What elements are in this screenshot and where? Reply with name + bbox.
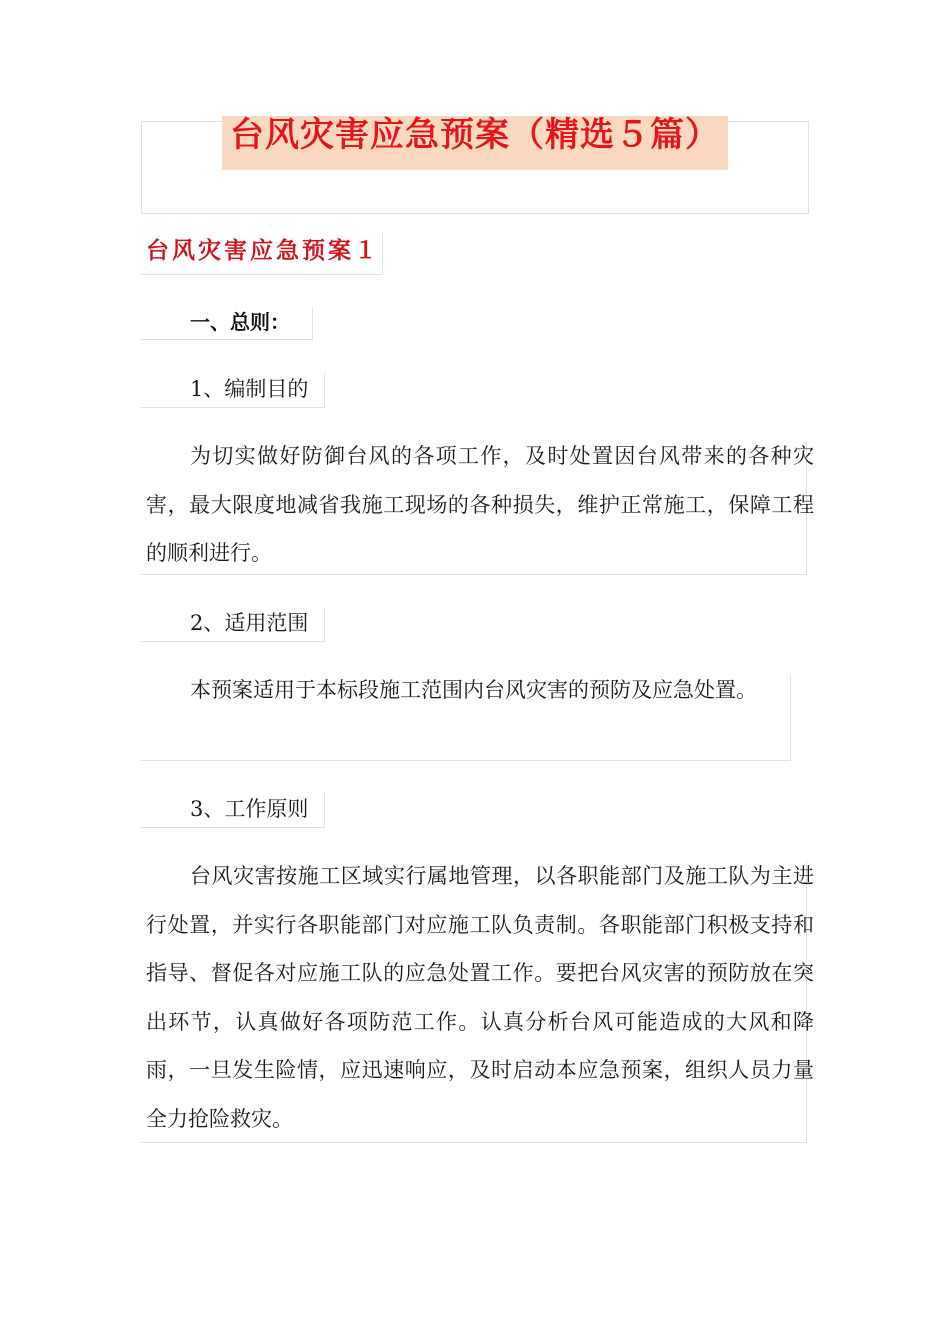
- item-principles: 3、工作原则: [190, 797, 309, 821]
- paragraph-principles: 台风灾害按施工区域实行属地管理，以各职能部门及施工队为主进行处置，并实行各职能部门对应施工队负责制。各职能部门积极支持和指导、督促各对应施工队的应急处置工作。要把台风灾害的预防放在突出环节，认真做好各项防范工作。认真分析台风可能造成的大风和降雨，一旦发生险情，应迅速响应，及时启动本应急预案，组织人员力量全力抢险救灾。: [146, 864, 814, 1131]
- item-purpose: 1、编制目的: [190, 377, 309, 401]
- paragraph-purpose: 为切实做好防御台风的各项工作，及时处置因台风带来的各种灾害，最大限度地减省我施工现场的各种损失，维护正常施工，保障工程的顺利进行。: [146, 444, 814, 565]
- paragraph-scope: 本预案适用于本标段施工范围内台风灾害的预防及应急处置。: [190, 678, 757, 702]
- heading-general: 一、总则：: [190, 310, 290, 334]
- page-title: 台风灾害应急预案（精选５篇）: [230, 115, 720, 155]
- section-title: 台风灾害应急预案１: [146, 237, 380, 264]
- item-scope: 2、适用范围: [190, 611, 309, 635]
